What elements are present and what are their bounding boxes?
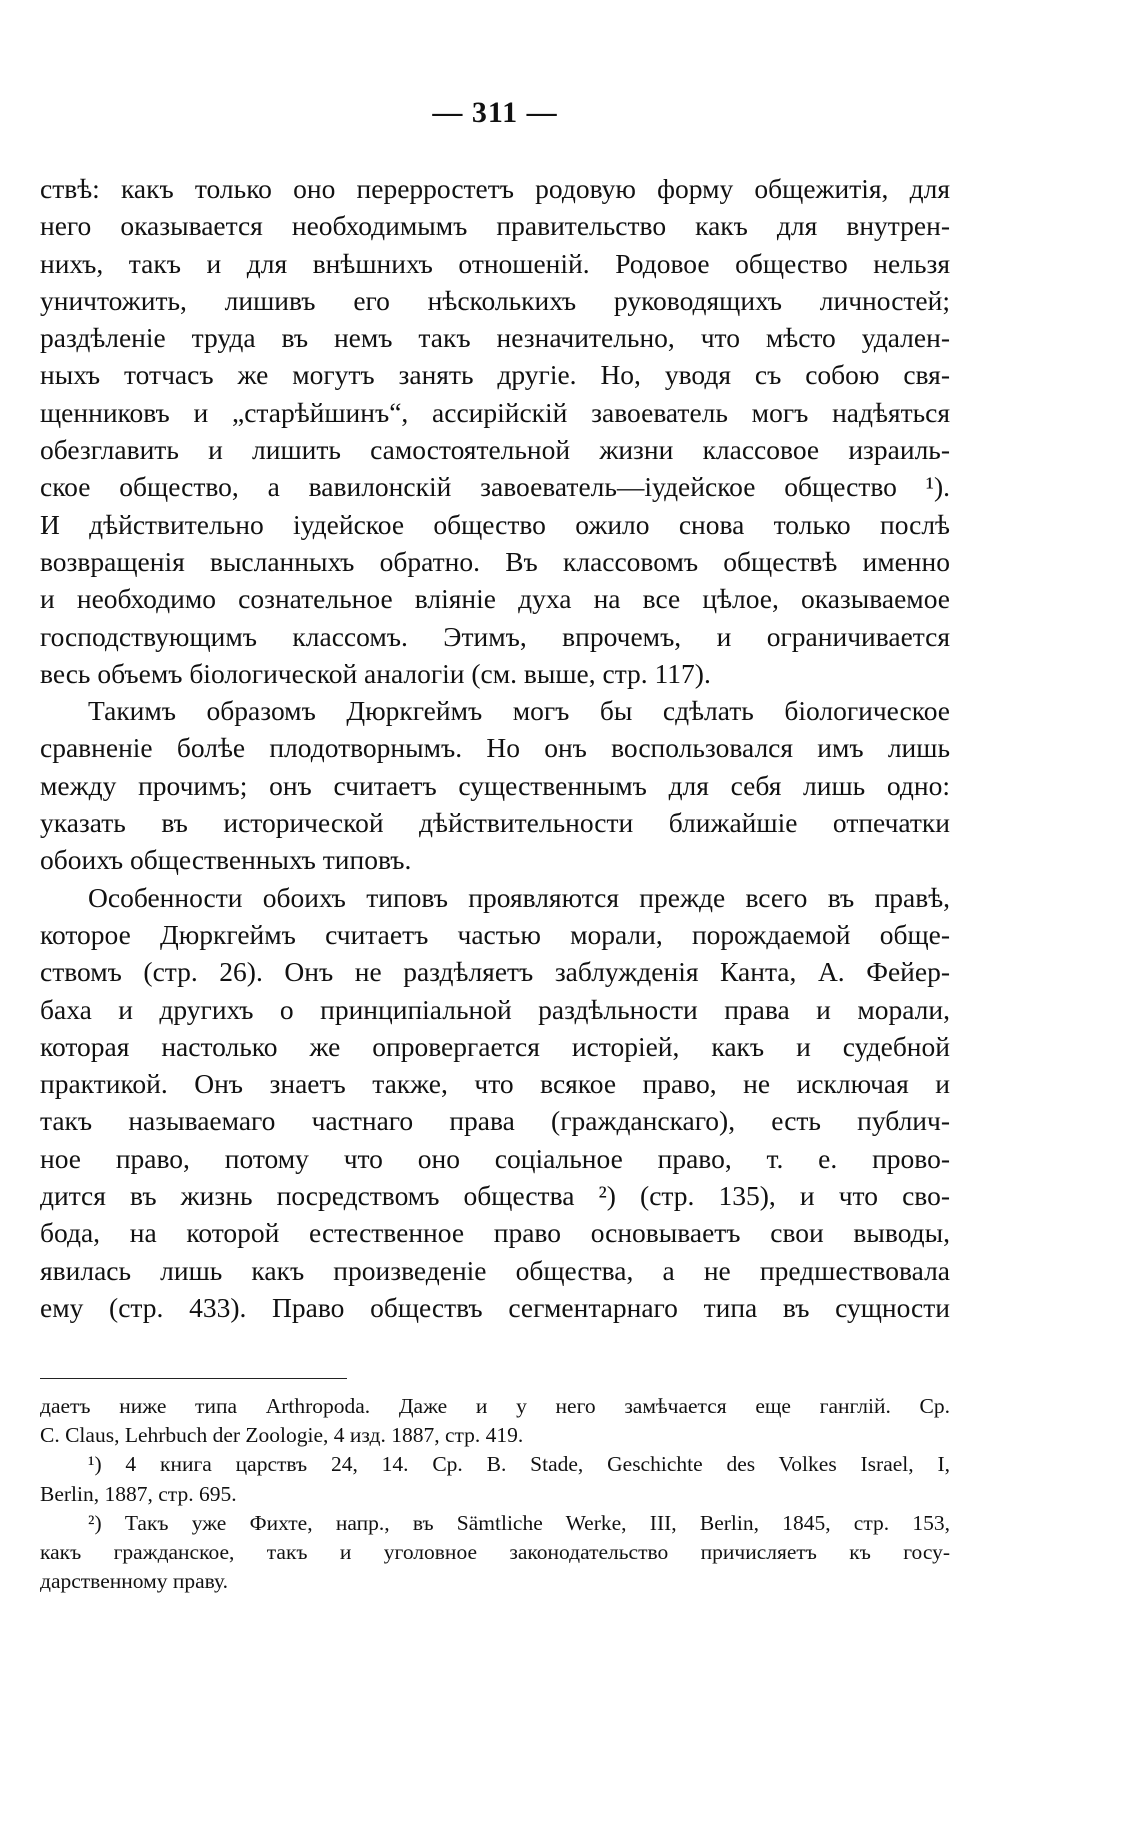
body-line: ныхъ тотчасъ же могутъ занять другіе. Но, уводя съ собою свя-: [40, 359, 950, 391]
footnote-line: ²) Такъ уже Фихте, напр., въ Sämtliche Werke, III, Berlin, 1845, стр. 153,: [88, 1510, 950, 1535]
body-line: И дѣйствительно іудейское общество ожило снова только послѣ: [40, 508, 950, 540]
body-line: щенниковъ и „старѣйшинъ“, ассирійскій завоеватель могъ надѣяться: [40, 396, 950, 428]
footnote-line: ¹) 4 книга царствъ 24, 14. Ср. B. Stade, Geschichte des Volkes Israel, I,: [88, 1452, 950, 1477]
body-line: такъ называемаго частнаго права (гражданскаго), есть публич-: [40, 1105, 950, 1137]
body-line: бода, на которой естественное право основываетъ свои выводы,: [40, 1217, 950, 1249]
body-line: дится въ жизнь посредствомъ общества ²) (стр. 135), и что сво-: [40, 1180, 950, 1212]
footnote-line: даетъ ниже типа Arthropoda. Даже и у него замѣчается еще ганглій. Ср.: [40, 1394, 950, 1418]
body-line: Такимъ образомъ Дюркгеймъ могъ бы сдѣлать біологическое: [88, 695, 950, 727]
body-line: ное право, потому что оно соціальное право, т. е. прово-: [40, 1142, 950, 1174]
footnote-divider: [40, 1378, 347, 1379]
main-text: [40, 170, 950, 1326]
footnote-line: дарственному праву.: [40, 1569, 229, 1594]
body-line: которая настолько же опровергается исторіей, какъ и судебной: [40, 1030, 950, 1062]
body-line: господствующимъ классомъ. Этимъ, впрочемъ, и ограничивается: [40, 620, 950, 652]
footnote-line: C. Claus, Lehrbuch der Zoologie, 4 изд. 1887, стр. 419.: [40, 1423, 524, 1448]
body-line: баха и другихъ о принципіальной раздѣльности права и морали,: [40, 993, 950, 1025]
book-page: [40, 0, 950, 1821]
body-line: него оказывается необходимымъ правительство какъ для внутрен-: [40, 210, 950, 242]
body-line: и необходимо сознательное вліяніе духа на все цѣлое, оказываемое: [40, 583, 950, 615]
body-line: ему (стр. 433). Право обществъ сегментарнаго типа въ сущности: [40, 1291, 950, 1323]
body-line: явилась лишь какъ произведеніе общества, а не предшествовала: [40, 1254, 950, 1286]
body-line: практикой. Онъ знаетъ также, что всякое право, не исключая и: [40, 1068, 950, 1100]
body-line: ствомъ (стр. 26). Онъ не раздѣляетъ заблужденія Канта, А. Фейер-: [40, 956, 950, 988]
body-line: ствѣ: какъ только оно перерростетъ родовую форму общежитія, для: [40, 173, 950, 204]
body-line: обоихъ общественныхъ типовъ.: [40, 844, 412, 876]
body-line: возвращенія высланныхъ обратно. Въ классовомъ обществѣ именно: [40, 545, 950, 577]
body-line: указать въ исторической дѣйствительности ближайшіе отпечатки: [40, 807, 950, 839]
body-line: между прочимъ; онъ считаетъ существеннымъ для себя лишь одно:: [40, 769, 950, 801]
body-line: нихъ, такъ и для внѣшнихъ отношеній. Родовое общество нельзя: [40, 247, 950, 279]
page-number: — 311 —: [432, 96, 558, 129]
footnote-line: какъ гражданское, такъ и уголовное законодательство причисляетъ къ госу-: [40, 1539, 950, 1564]
body-line: раздѣленіе труда въ немъ такъ незначительно, что мѣсто удален-: [40, 322, 950, 354]
body-line: обезглавить и лишить самостоятельной жизни классовое израиль-: [40, 434, 950, 466]
body-line: сравненіе болѣе плодотворнымъ. Но онъ воспользовался имъ лишь: [40, 732, 950, 764]
footnotes: [40, 1392, 950, 1596]
body-line: Особенности обоихъ типовъ проявляются прежде всего въ правѣ,: [88, 881, 950, 913]
body-line: которое Дюркгеймъ считаетъ частью морали, порождаемой обще-: [40, 918, 950, 950]
body-line: ское общество, а вавилонскій завоеватель—іудейское общество ¹).: [40, 471, 950, 503]
body-line: уничтожить, лишивъ его нѣсколькихъ руководящихъ личностей;: [40, 284, 950, 316]
body-line: весь объемъ біологической аналогіи (см. выше, стр. 117).: [40, 657, 711, 689]
footnote-line: Berlin, 1887, стр. 695.: [40, 1481, 237, 1506]
